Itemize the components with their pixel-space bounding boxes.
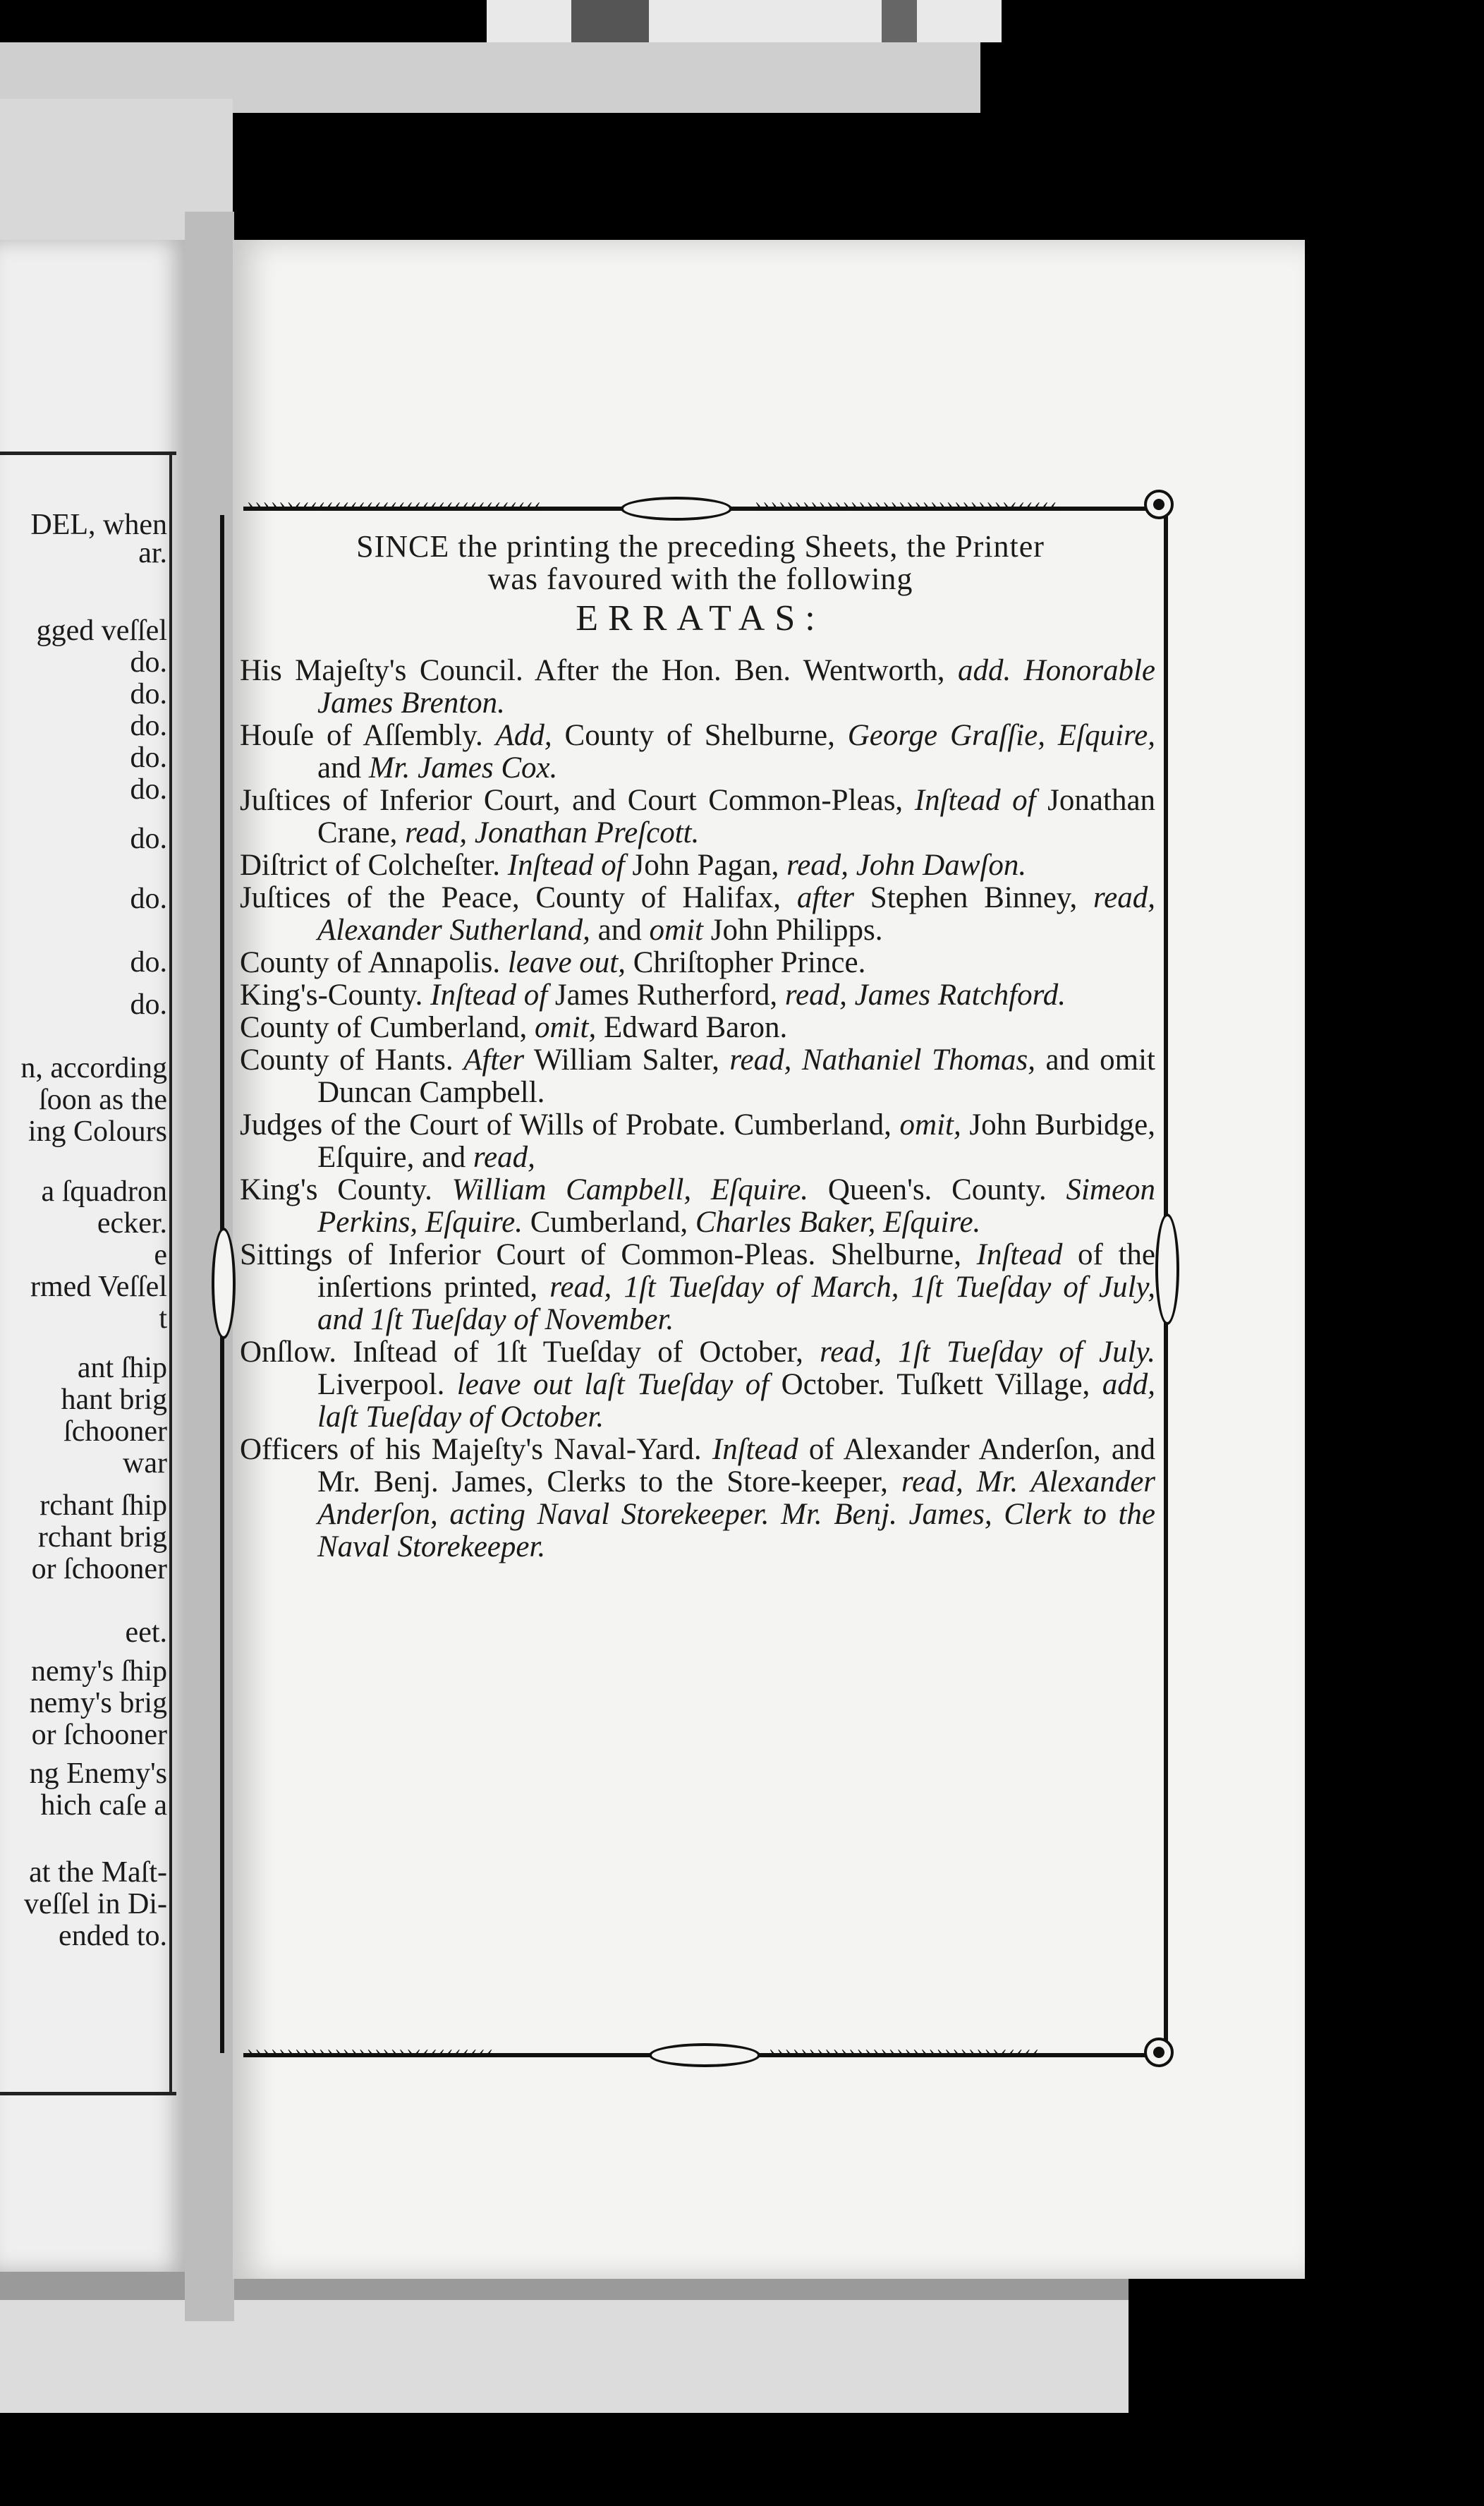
previous-page-line: do. xyxy=(130,823,167,855)
ornament-right-side xyxy=(1155,1213,1179,1325)
previous-page-line: ſchooner xyxy=(63,1415,167,1448)
entry-text: His Majeſty's Council. After the Hon. Ben. Wentworth, xyxy=(240,654,945,687)
entry-italic-text: William Campbell, Eſquire. xyxy=(451,1173,809,1206)
errata-entry xyxy=(240,1174,1155,1239)
entry-text: of the inſertions printed, xyxy=(317,1238,1155,1304)
errata-entry xyxy=(240,1434,1155,1563)
previous-page-line: do. xyxy=(130,741,167,774)
frame-chevrons: ›››››››››››››››››››››››››››››‹‹‹‹‹ xyxy=(769,2041,1041,2063)
previous-page-line: hant brig xyxy=(61,1384,167,1416)
entry-text: of Alexander Anderſon, and Mr. Benj. James, Clerks to the Store-keeper, xyxy=(317,1433,1156,1499)
entry-italic-text: Charles Baker, Eſquire. xyxy=(695,1206,981,1239)
previous-page-line: e xyxy=(154,1239,167,1271)
mount-shadow xyxy=(571,0,649,42)
previous-page-line: do. xyxy=(130,678,167,710)
entry-italic-text: read, 1ſt Tueſday of July. xyxy=(820,1336,1155,1369)
previous-page-line: ecker. xyxy=(97,1207,167,1240)
ornament-top xyxy=(621,497,732,521)
entry-text: King's-County. xyxy=(240,979,423,1012)
errata-entry xyxy=(240,947,1155,979)
entry-text: Chriſtopher Prince. xyxy=(633,946,866,979)
errata-entry xyxy=(240,785,1155,849)
entry-italic-text: leave out laſt Tueſday of xyxy=(456,1368,770,1401)
entry-text: William Salter, xyxy=(533,1043,719,1077)
previous-page-line: do. xyxy=(130,883,167,915)
errata-entry xyxy=(240,720,1155,785)
entry-italic-text: George Graſſie, Eſquire, xyxy=(847,719,1155,752)
bottom-mount xyxy=(0,2272,1129,2413)
entry-italic-text: after xyxy=(796,881,855,914)
ornament-corner-top-right xyxy=(1144,490,1174,519)
page-border-top xyxy=(0,452,176,455)
entry-text: Houſe of Aſſembly. xyxy=(240,719,483,752)
errata-entry xyxy=(240,1012,1155,1044)
entry-text: Liverpool. xyxy=(317,1368,445,1401)
entry-italic-text: Inſtead of xyxy=(507,849,625,882)
entry-text: and xyxy=(317,751,362,785)
previous-page-line: gged veſſel xyxy=(36,615,167,647)
entry-italic-text: Inſtead of xyxy=(430,979,548,1012)
entry-text: and omit Duncan Campbell. xyxy=(317,1043,1155,1109)
entry-text: Jonathan Crane, xyxy=(317,784,1156,849)
entry-text: James Rutherford, xyxy=(554,979,778,1012)
previous-page-line: rchant ſhip xyxy=(39,1489,167,1522)
previous-page-line: or ſchooner xyxy=(31,1553,167,1585)
entry-text: Stephen Binney, xyxy=(870,881,1078,914)
previous-page-line: ended to. xyxy=(59,1920,167,1952)
entry-italic-text: Mr. James Cox. xyxy=(368,751,558,785)
entry-italic-text: read, Nathaniel Thomas, xyxy=(729,1043,1036,1077)
previous-page-line: do. xyxy=(130,773,167,806)
previous-page-line: or ſchooner xyxy=(31,1719,167,1751)
entry-text: Diſtrict of Colcheſter. xyxy=(240,849,500,882)
entry-italic-text: read, Alexander Sutherland, xyxy=(317,881,1156,947)
entry-text: John Burbidge, Eſquire, and xyxy=(317,1108,1155,1174)
previous-page-line: eet. xyxy=(125,1616,167,1649)
entry-italic-text: add, laſt Tueſday of October. xyxy=(317,1368,1155,1434)
previous-page-line: t xyxy=(159,1302,167,1335)
errata-entry xyxy=(240,849,1155,882)
entry-italic-text: After xyxy=(463,1043,525,1077)
entry-text: Judges of the Court of Wills of Probate. Cumberland, xyxy=(240,1108,892,1142)
previous-page-line: do. xyxy=(130,988,167,1021)
ornament-left-side xyxy=(212,1228,236,1339)
intro-line-1: SINCE the printing the preceding Sheets, the Printer xyxy=(356,529,1045,564)
previous-page xyxy=(0,240,187,2272)
errata-entry xyxy=(240,655,1155,720)
previous-page-line: veſſel in Di- xyxy=(24,1888,167,1920)
errata-entry xyxy=(240,1336,1155,1434)
entry-text: Queen's. County. xyxy=(827,1173,1047,1206)
errata-entry xyxy=(240,1239,1155,1336)
previous-page-line: rchant brig xyxy=(37,1521,167,1554)
previous-page-line: rmed Veſſel xyxy=(30,1271,167,1303)
previous-page-line: a ſquadron xyxy=(41,1175,167,1208)
entry-italic-text: leave out, xyxy=(507,946,626,979)
entry-italic-text: Inſtead of xyxy=(914,784,1036,817)
previous-page-line: n, according xyxy=(20,1052,167,1084)
entry-italic-text: Inſtead xyxy=(976,1238,1063,1271)
previous-page-line: ng Enemy's xyxy=(29,1757,167,1790)
frame-chevrons: ››››››››››››››››››››››››››››››››‹‹‹‹‹‹ xyxy=(755,494,1059,516)
previous-page-line: do. xyxy=(130,710,167,742)
page-title: ERRATAS: xyxy=(576,598,825,638)
entry-italic-text: read, 1ſt Tueſday of March, 1ſt Tueſday of July, and 1ſt Tueſday of November. xyxy=(317,1271,1155,1336)
top-mount-strip xyxy=(487,0,1002,42)
previous-page-line: hich caſe a xyxy=(40,1789,167,1822)
previous-page-line: ſoon as the xyxy=(39,1084,167,1116)
entry-text: October. Tuſkett Village, xyxy=(781,1368,1090,1401)
errata-entry xyxy=(240,882,1155,947)
entry-text: Juſtices of Inferior Court, and Court Common-Pleas, xyxy=(240,784,904,817)
entry-italic-text: omit xyxy=(649,914,703,947)
previous-page-line: do. xyxy=(130,646,167,679)
entry-text: Sittings of Inferior Court of Common-Pleas. Shelburne, xyxy=(240,1238,961,1271)
page-border-bottom xyxy=(0,2092,176,2095)
entry-text: County of Cumberland, xyxy=(240,1011,528,1044)
ornament-corner-bottom-right xyxy=(1144,2038,1174,2067)
entry-text: Cumberland, xyxy=(530,1206,688,1239)
frame-chevrons: ›››››››››››››››››››››‹‹‹‹‹‹‹‹‹‹ xyxy=(247,2041,495,2063)
previous-page-line: at the Maſt- xyxy=(29,1856,167,1889)
errata-entry xyxy=(240,1044,1155,1109)
entry-text: King's County. xyxy=(240,1173,432,1206)
mount-shadow xyxy=(882,0,917,42)
previous-page-line: nemy's brig xyxy=(29,1687,167,1719)
ornament-bottom xyxy=(649,2043,760,2067)
errata-list xyxy=(240,654,1156,1563)
previous-page-line: DEL, when xyxy=(30,509,167,541)
entry-italic-text: read, John Dawſon. xyxy=(786,849,1027,882)
entry-italic-text: read, Mr. Alexander Anderſon, acting Naval Storekeeper. Mr. Benj. James, Clerk to the Naval Storekeeper. xyxy=(317,1465,1156,1563)
entry-italic-text: omit, xyxy=(899,1108,961,1142)
intro-line-2: was favoured with the following xyxy=(487,562,913,596)
errata-entry xyxy=(240,979,1155,1012)
entry-text: Onſlow. Inſtead of 1ſt Tueſday of October, xyxy=(240,1336,803,1369)
errata-text xyxy=(240,529,1156,1563)
entry-italic-text: Add, xyxy=(495,719,552,752)
errata-entry xyxy=(240,1109,1155,1174)
entry-italic-text: read, xyxy=(473,1141,535,1174)
entry-italic-text: Inſtead xyxy=(712,1433,798,1466)
entry-text: John Philipps. xyxy=(710,914,883,947)
entry-italic-text: omit, xyxy=(535,1011,597,1044)
previous-page-line: ant ſhip xyxy=(77,1352,167,1384)
entry-text: Juſtices of the Peace, County of Halifax, xyxy=(240,881,781,914)
previous-page-line: war xyxy=(123,1447,167,1479)
previous-page-line: ing Colours xyxy=(28,1115,167,1148)
entry-text: County of Hants. xyxy=(240,1043,454,1077)
entry-italic-text: read, James Ratchford. xyxy=(784,979,1066,1012)
entry-text: and xyxy=(597,914,642,947)
entry-text: Edward Baron. xyxy=(603,1011,788,1044)
previous-page-line: ar. xyxy=(138,537,167,569)
entry-text: County of Annapolis. xyxy=(240,946,501,979)
previous-page-line: nemy's ſhip xyxy=(30,1655,167,1688)
entry-text: County of Shelburne, xyxy=(564,719,835,752)
previous-page-line: do. xyxy=(130,946,167,979)
page-border-right xyxy=(169,452,172,2092)
entry-italic-text: Simeon Perkins, Eſquire. xyxy=(317,1173,1156,1239)
entry-text: Officers of his Majeſty's Naval-Yard. xyxy=(240,1433,702,1466)
entry-italic-text: read, Jonathan Preſcott. xyxy=(405,816,700,849)
frame-chevrons: ››››››‹‹‹‹‹‹‹‹‹‹‹‹‹‹‹‹‹‹‹‹‹‹‹‹‹‹‹‹‹‹‹ xyxy=(247,494,542,516)
entry-text: John Pagan, xyxy=(632,849,779,882)
entry-italic-text: add. Honorable James Brenton. xyxy=(317,654,1155,720)
